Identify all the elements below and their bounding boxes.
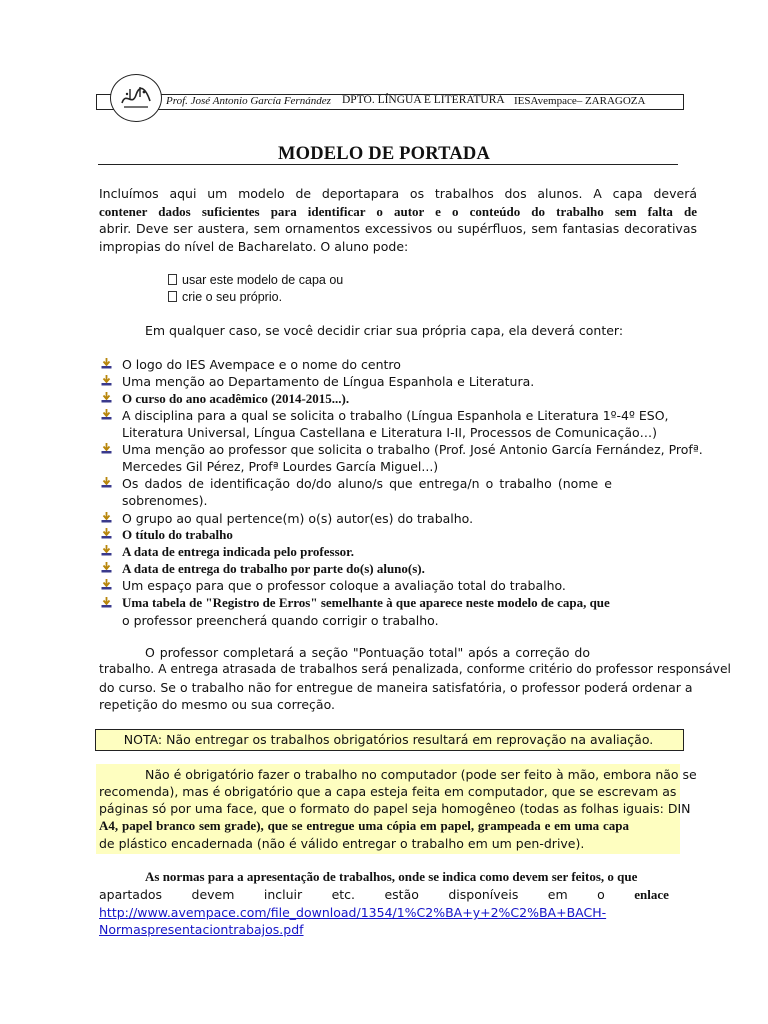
bullet-icon bbox=[101, 392, 112, 403]
header-author: Prof. José Antonio García Fernández bbox=[166, 95, 331, 107]
closing-line-4: repetição do mesmo ou sua correção. bbox=[99, 697, 335, 712]
page-title: MODELO DE PORTADA bbox=[277, 144, 491, 164]
list-item: Uma menção ao professor que solicita o trabalho (Prof. José Antonio García Fernández, Profª. bbox=[122, 442, 703, 457]
norms-word: enlace bbox=[634, 887, 669, 902]
norms-word: incluir bbox=[263, 887, 303, 902]
checkbox-icon bbox=[168, 274, 177, 285]
bullet-icon bbox=[101, 477, 112, 488]
norms-line-2 bbox=[99, 887, 669, 903]
note-text: NOTA: Não entregar os trabalhos obrigatórios resultará em reprovação na avaliação. bbox=[123, 732, 654, 747]
list-item: O título do trabalho bbox=[122, 527, 233, 542]
computer-line-3: páginas só por uma face, que o formato do papel seja homogêneo (todas as folhas iguais: DIN bbox=[99, 801, 691, 816]
checkbox-icon bbox=[168, 291, 177, 302]
bullet-icon bbox=[101, 443, 112, 454]
norms-line-1: As normas para a apresentação de trabalhos, onde se indica como devem ser feitos, o que bbox=[145, 869, 638, 884]
intro-line-1: Incluímos aqui um modelo de deportapara os trabalhos dos alunos. A capa deverá bbox=[99, 186, 697, 201]
list-item: A data de entrega do trabalho por parte do(s) aluno(s). bbox=[122, 561, 425, 576]
list-item: Um espaço para que o professor coloque a avaliação total do trabalho. bbox=[122, 578, 566, 593]
computer-line-4: A4, papel branco sem grade), que se entregue uma cópia em papel, grampeada e em uma capa bbox=[99, 818, 629, 833]
norms-word: apartados bbox=[99, 887, 163, 902]
computer-line-2: recomenda), mas é obrigatório que a capa esteja feita em computador, que se escrevam as bbox=[99, 784, 677, 799]
norms-link-continued[interactable]: Normaspresentaciontrabajos.pdf bbox=[99, 922, 304, 937]
bullet-icon bbox=[101, 528, 112, 539]
bullet-icon bbox=[101, 512, 112, 523]
option-label: crie o seu próprio. bbox=[182, 290, 283, 304]
list-item-continued: o professor preencherá quando corrigir o trabalho. bbox=[122, 613, 439, 628]
computer-line-5: de plástico encadernada (não é válido entregar o trabalho em um pen-drive). bbox=[99, 836, 585, 851]
closing-line-2: trabalho. A entrega atrasada de trabalhos será penalizada, conforme critério do professor responsável bbox=[99, 662, 731, 676]
list-item: O curso do ano acadêmico (2014-2015...). bbox=[122, 391, 350, 406]
list-item: O logo do IES Avempace e o nome do centro bbox=[122, 357, 401, 372]
bullet-icon bbox=[101, 562, 112, 573]
header-department: DPTO. LÍNGUA E LITERATURA bbox=[342, 94, 505, 106]
list-item: Uma menção ao Departamento de Língua Espanhola e Literatura. bbox=[122, 374, 535, 389]
bullet-icon bbox=[101, 358, 112, 369]
school-logo-icon bbox=[110, 74, 162, 122]
norms-link[interactable]: http://www.avempace.com/file_download/1354/1%C2%BA+y+2%C2%BA+BACH- bbox=[99, 905, 607, 920]
list-item-continued: Mercedes Gil Pérez, Profª Lourdes García Miguel...) bbox=[122, 459, 439, 474]
bullet-icon bbox=[101, 597, 112, 608]
bullet-icon bbox=[101, 375, 112, 386]
norms-word: etc. bbox=[331, 887, 356, 902]
bullet-icon bbox=[101, 409, 112, 420]
list-item: O grupo ao qual pertence(m) o(s) autor(es) do trabalho. bbox=[122, 511, 474, 526]
option-label: usar este modelo de capa ou bbox=[182, 273, 344, 287]
intro-line-2: contener dados suficientes para identificar o autor e o conteúdo do trabalho sem falta de bbox=[99, 204, 697, 219]
norms-word: em bbox=[547, 887, 568, 902]
norms-word: disponíveis bbox=[448, 887, 519, 902]
norms-word: devem bbox=[191, 887, 235, 902]
option-item bbox=[168, 273, 343, 287]
list-item: Os dados de identificação do/do aluno/s que entrega/n o trabalho (nome e bbox=[122, 476, 612, 491]
list-item: A disciplina para a qual se solicita o trabalho (Língua Espanhola e Literatura 1º-4º ESO, bbox=[122, 408, 669, 423]
norms-word: estão bbox=[384, 887, 419, 902]
title-divider bbox=[98, 164, 678, 165]
list-item: A data de entrega indicada pelo professor. bbox=[122, 544, 354, 559]
norms-word: o bbox=[597, 887, 605, 902]
bullet-icon bbox=[101, 579, 112, 590]
intro-line-4: impropias do nível de Bacharelato. O aluno pode: bbox=[99, 239, 409, 254]
list-item: Uma tabela de "Registro de Erros" semelhante à que aparece neste modelo de capa, que bbox=[122, 595, 610, 610]
closing-line-1: O professor completará a seção "Pontuação total" após a correção do bbox=[145, 645, 590, 660]
list-item-continued: sobrenomes). bbox=[122, 493, 208, 508]
header-school: IESAvempace– ZARAGOZA bbox=[514, 95, 646, 107]
closing-line-3: do curso. Se o trabalho não for entregue de maneira satisfatória, o professor poderá ordenar a bbox=[99, 680, 693, 695]
list-item-continued: Literatura Universal, Língua Castellana e Literatura I-II, Processos de Comunicação…) bbox=[122, 425, 658, 440]
computer-line-1: Não é obrigatório fazer o trabalho no computador (pode ser feito à mão, embora não se bbox=[145, 767, 697, 782]
lead-sentence: Em qualquer caso, se você decidir criar sua própria capa, ela deverá conter: bbox=[145, 323, 624, 338]
intro-line-3: abrir. Deve ser austera, sem ornamentos excessivos ou supérfluos, sem fantasias decorativas bbox=[99, 221, 697, 236]
bullet-icon bbox=[101, 545, 112, 556]
option-item bbox=[168, 290, 282, 304]
